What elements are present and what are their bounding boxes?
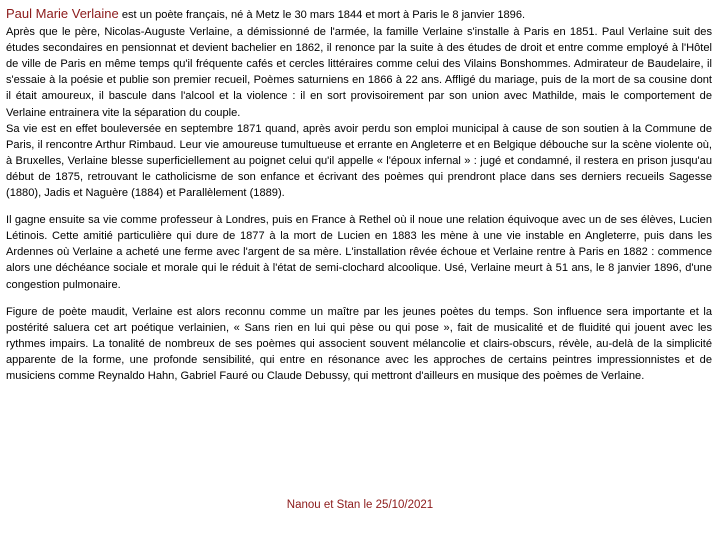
- paragraph-rimbaud: Sa vie est en effet bouleversée en septembre 1871 quand, après avoir perdu son emploi municipal à cause de son soutien à la Commune de Paris, il rencontre Arthur Rimbaud. Leur vie amoureuse tumultueuse et errante en Angleterre et en Belgique débouche sur la scène violente où, à Bruxelles, Verlaine blesse superficiellement au poignet celui qu'il appelle « l'époux infernal » : jugé et condamné, il restera en prison jusqu'au début de 1875, retrouvant le catholicisme de son enfance et écrivant des poèmes qui prendront place dans ses derniers recueils Sagesse (1880), Jadis et Naguère (1884) et Parallèlement (1889).: [6, 122, 712, 200]
- paragraph-early-life: Après que le père, Nicolas-Auguste Verlaine, a démissionné de l'armée, la famille Verlaine s'installe à Paris en 1851. Paul Verlaine suit des études secondaires en pensionnat et devient bachelier en 1862, il renonce par la suite à des études de droit et entre comme employé à l'Hôtel de ville de Paris en même temps qu'il fréquente cafés et cercles littéraires comme celui des Vilains Bonshommes. Admirateur de Baudelaire, il s'essaie à la poésie et publie son premier recueil, Poèmes saturniens en 1866 à 22 ans. Affligé du mariage, puis de la mort de sa cousine dont il était amoureux, il bascule dans l'alcool et la violence : il en sort provisoirement par son union avec Mathilde, mais le comportement de Verlaine entrainera vite la séparation du couple.: [6, 26, 712, 119]
- intro-text: est un poète français, né à Metz le 30 mars 1844 et mort à Paris le 8 janvier 1896.: [118, 9, 526, 21]
- document-body: [6, 6, 712, 384]
- paragraph-later-life: Il gagne ensuite sa vie comme professeur à Londres, puis en France à Rethel où il noue une relation équivoque avec un de ses élèves, Lucien Létinois. Cette amitié particulière qui dure de 1877 à la mort de Lucien en 1883 les mène à une vie instable en Angleterre, puis dans les Ardennes où Verlaine a acheté une ferme avec l'argent de sa mère. L'installation rêvée échoue et Verlaine rentre à Paris en 1882 : commence alors une déchéance sociale et morale qui le réduit à l'état de semi-clochard alcoolique. Usé, Verlaine meurt à 51 ans, le 8 janvier 1896, d'une congestion pulmonaire.: [6, 214, 712, 291]
- poet-name: Paul Marie Verlaine: [6, 6, 119, 21]
- paragraph-legacy: Figure de poète maudit, Verlaine est alors reconnu comme un maître par les jeunes poètes du temps. Son influence sera importante et la postérité saluera cet art poétique verlainien, « Sans rien en lui qui pèse ou qui pose », fait de musicalité et de fluidité qui jouent avec les rythmes impairs. La tonalité de nombreux de ses poèmes qui associent souvent mélancolie et clairs-obscurs, révèle, au-delà de la simplicité apparente de la forme, une profonde sensibilité, qui entre en résonance avec les approches de certains peintres impressionnistes et de musiciens comme Reynaldo Hahn, Gabriel Fauré ou Claude Debussy, qui mettront d'ailleurs en musique des poèmes de Verlaine.: [6, 305, 712, 382]
- signature: Nanou et Stan le 25/10/2021: [286, 499, 434, 511]
- intro-line: [6, 6, 712, 23]
